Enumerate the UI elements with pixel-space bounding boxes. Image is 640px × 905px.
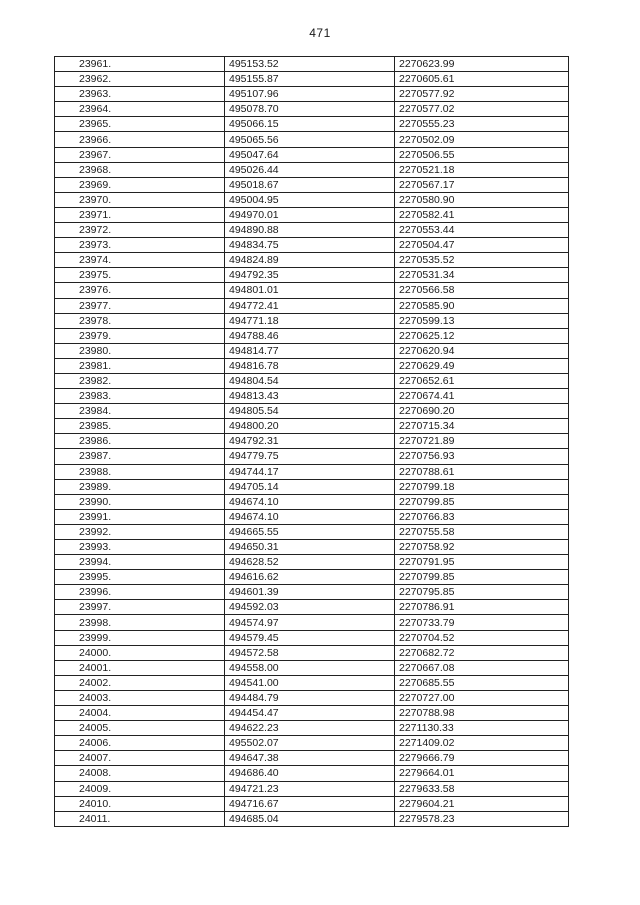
y-coordinate-cell: 2270555.23 [395, 117, 569, 132]
x-coordinate-cell: 494800.20 [225, 419, 395, 434]
y-coordinate-cell: 2270553.44 [395, 223, 569, 238]
x-coordinate-cell: 494650.31 [225, 540, 395, 555]
table-row [55, 238, 569, 253]
point-id-cell: 23980. [55, 343, 225, 358]
point-id-cell: 23993. [55, 540, 225, 555]
y-coordinate-cell: 2270580.90 [395, 192, 569, 207]
x-coordinate-cell: 494592.03 [225, 600, 395, 615]
x-coordinate-cell: 494801.01 [225, 283, 395, 298]
x-coordinate-cell: 494572.58 [225, 645, 395, 660]
point-id-cell: 24006. [55, 736, 225, 751]
point-id-cell: 23964. [55, 102, 225, 117]
y-coordinate-cell: 2270652.61 [395, 373, 569, 388]
x-coordinate-cell: 494705.14 [225, 479, 395, 494]
y-coordinate-cell: 2270620.94 [395, 343, 569, 358]
x-coordinate-cell: 494814.77 [225, 343, 395, 358]
x-coordinate-cell: 494744.17 [225, 464, 395, 479]
y-coordinate-cell: 2270506.55 [395, 147, 569, 162]
point-id-cell: 23969. [55, 177, 225, 192]
point-id-cell: 23996. [55, 585, 225, 600]
x-coordinate-cell: 494454.47 [225, 706, 395, 721]
y-coordinate-cell: 2270755.58 [395, 524, 569, 539]
table-row [55, 690, 569, 705]
point-id-cell: 23981. [55, 358, 225, 373]
y-coordinate-cell: 2270582.41 [395, 207, 569, 222]
y-coordinate-cell: 2270577.92 [395, 87, 569, 102]
y-coordinate-cell: 2279578.23 [395, 811, 569, 826]
table-row [55, 464, 569, 479]
x-coordinate-cell: 495155.87 [225, 72, 395, 87]
point-id-cell: 23999. [55, 630, 225, 645]
table-row [55, 615, 569, 630]
y-coordinate-cell: 2279666.79 [395, 751, 569, 766]
x-coordinate-cell: 494788.46 [225, 328, 395, 343]
table-row [55, 494, 569, 509]
point-id-cell: 23988. [55, 464, 225, 479]
x-coordinate-cell: 494484.79 [225, 690, 395, 705]
x-coordinate-cell: 494647.38 [225, 751, 395, 766]
x-coordinate-cell: 494805.54 [225, 404, 395, 419]
x-coordinate-cell: 494622.23 [225, 721, 395, 736]
point-id-cell: 23968. [55, 162, 225, 177]
coordinates-table [54, 56, 569, 827]
x-coordinate-cell: 495004.95 [225, 192, 395, 207]
y-coordinate-cell: 2270674.41 [395, 389, 569, 404]
table-row [55, 102, 569, 117]
y-coordinate-cell: 2270727.00 [395, 690, 569, 705]
y-coordinate-cell: 2270625.12 [395, 328, 569, 343]
table-row [55, 72, 569, 87]
table-row [55, 600, 569, 615]
table-row [55, 404, 569, 419]
point-id-cell: 24011. [55, 811, 225, 826]
y-coordinate-cell: 2270567.17 [395, 177, 569, 192]
x-coordinate-cell: 495065.56 [225, 132, 395, 147]
table-row [55, 751, 569, 766]
y-coordinate-cell: 2270758.92 [395, 540, 569, 555]
table-row [55, 540, 569, 555]
point-id-cell: 23983. [55, 389, 225, 404]
x-coordinate-cell: 494771.18 [225, 313, 395, 328]
point-id-cell: 24007. [55, 751, 225, 766]
table-row [55, 268, 569, 283]
table-row [55, 358, 569, 373]
point-id-cell: 23979. [55, 328, 225, 343]
table-row [55, 419, 569, 434]
point-id-cell: 24002. [55, 675, 225, 690]
table-row [55, 449, 569, 464]
table-row [55, 389, 569, 404]
table-row [55, 796, 569, 811]
y-coordinate-cell: 2270791.95 [395, 555, 569, 570]
y-coordinate-cell: 2270766.83 [395, 509, 569, 524]
table-row [55, 479, 569, 494]
x-coordinate-cell: 494674.10 [225, 494, 395, 509]
point-id-cell: 24004. [55, 706, 225, 721]
x-coordinate-cell: 495107.96 [225, 87, 395, 102]
x-coordinate-cell: 495018.67 [225, 177, 395, 192]
y-coordinate-cell: 2270799.18 [395, 479, 569, 494]
table-row [55, 434, 569, 449]
table-row [55, 298, 569, 313]
x-coordinate-cell: 494628.52 [225, 555, 395, 570]
point-id-cell: 24003. [55, 690, 225, 705]
x-coordinate-cell: 494816.78 [225, 358, 395, 373]
x-coordinate-cell: 494686.40 [225, 766, 395, 781]
y-coordinate-cell: 2270788.61 [395, 464, 569, 479]
table-row [55, 192, 569, 207]
x-coordinate-cell: 494716.67 [225, 796, 395, 811]
table-row [55, 706, 569, 721]
point-id-cell: 23967. [55, 147, 225, 162]
x-coordinate-cell: 494834.75 [225, 238, 395, 253]
point-id-cell: 23970. [55, 192, 225, 207]
point-id-cell: 23973. [55, 238, 225, 253]
point-id-cell: 23987. [55, 449, 225, 464]
x-coordinate-cell: 494813.43 [225, 389, 395, 404]
table-row [55, 524, 569, 539]
y-coordinate-cell: 2270733.79 [395, 615, 569, 630]
point-id-cell: 23972. [55, 223, 225, 238]
y-coordinate-cell: 2270799.85 [395, 570, 569, 585]
x-coordinate-cell: 494804.54 [225, 373, 395, 388]
x-coordinate-cell: 494558.00 [225, 660, 395, 675]
point-id-cell: 23995. [55, 570, 225, 585]
y-coordinate-cell: 2270756.93 [395, 449, 569, 464]
x-coordinate-cell: 494792.31 [225, 434, 395, 449]
point-id-cell: 24000. [55, 645, 225, 660]
y-coordinate-cell: 2279604.21 [395, 796, 569, 811]
table-row [55, 87, 569, 102]
y-coordinate-cell: 2271130.33 [395, 721, 569, 736]
point-id-cell: 23961. [55, 57, 225, 72]
table-row [55, 147, 569, 162]
y-coordinate-cell: 2270690.20 [395, 404, 569, 419]
table-row [55, 509, 569, 524]
y-coordinate-cell: 2270629.49 [395, 358, 569, 373]
y-coordinate-cell: 2270521.18 [395, 162, 569, 177]
y-coordinate-cell: 2270704.52 [395, 630, 569, 645]
table-row [55, 675, 569, 690]
y-coordinate-cell: 2271409.02 [395, 736, 569, 751]
y-coordinate-cell: 2270786.91 [395, 600, 569, 615]
table-row [55, 328, 569, 343]
point-id-cell: 23998. [55, 615, 225, 630]
y-coordinate-cell: 2270585.90 [395, 298, 569, 313]
x-coordinate-cell: 494674.10 [225, 509, 395, 524]
table-row [55, 766, 569, 781]
x-coordinate-cell: 494824.89 [225, 253, 395, 268]
table-row [55, 811, 569, 826]
table-row [55, 570, 569, 585]
y-coordinate-cell: 2270667.08 [395, 660, 569, 675]
table-row [55, 660, 569, 675]
x-coordinate-cell: 495047.64 [225, 147, 395, 162]
table-row [55, 223, 569, 238]
point-id-cell: 23992. [55, 524, 225, 539]
x-coordinate-cell: 494665.55 [225, 524, 395, 539]
y-coordinate-cell: 2270605.61 [395, 72, 569, 87]
x-coordinate-cell: 494601.39 [225, 585, 395, 600]
y-coordinate-cell: 2270799.85 [395, 494, 569, 509]
point-id-cell: 23974. [55, 253, 225, 268]
x-coordinate-cell: 494574.97 [225, 615, 395, 630]
y-coordinate-cell: 2270535.52 [395, 253, 569, 268]
x-coordinate-cell: 494779.75 [225, 449, 395, 464]
x-coordinate-cell: 494541.00 [225, 675, 395, 690]
y-coordinate-cell: 2279633.58 [395, 781, 569, 796]
point-id-cell: 23978. [55, 313, 225, 328]
point-id-cell: 23982. [55, 373, 225, 388]
x-coordinate-cell: 495078.70 [225, 102, 395, 117]
x-coordinate-cell: 494772.41 [225, 298, 395, 313]
point-id-cell: 23985. [55, 419, 225, 434]
table-row [55, 253, 569, 268]
point-id-cell: 23990. [55, 494, 225, 509]
x-coordinate-cell: 495502.07 [225, 736, 395, 751]
y-coordinate-cell: 2270566.58 [395, 283, 569, 298]
table-row [55, 132, 569, 147]
y-coordinate-cell: 2279664.01 [395, 766, 569, 781]
table-row [55, 721, 569, 736]
table-row [55, 781, 569, 796]
table-row [55, 313, 569, 328]
table-row [55, 585, 569, 600]
table-row [55, 343, 569, 358]
point-id-cell: 23989. [55, 479, 225, 494]
point-id-cell: 23962. [55, 72, 225, 87]
x-coordinate-cell: 494685.04 [225, 811, 395, 826]
table-row [55, 555, 569, 570]
point-id-cell: 23994. [55, 555, 225, 570]
x-coordinate-cell: 494579.45 [225, 630, 395, 645]
point-id-cell: 23986. [55, 434, 225, 449]
y-coordinate-cell: 2270531.34 [395, 268, 569, 283]
point-id-cell: 23971. [55, 207, 225, 222]
y-coordinate-cell: 2270715.34 [395, 419, 569, 434]
y-coordinate-cell: 2270502.09 [395, 132, 569, 147]
point-id-cell: 23965. [55, 117, 225, 132]
point-id-cell: 23976. [55, 283, 225, 298]
x-coordinate-cell: 494721.23 [225, 781, 395, 796]
y-coordinate-cell: 2270788.98 [395, 706, 569, 721]
table-row [55, 177, 569, 192]
point-id-cell: 23977. [55, 298, 225, 313]
y-coordinate-cell: 2270721.89 [395, 434, 569, 449]
x-coordinate-cell: 495153.52 [225, 57, 395, 72]
point-id-cell: 23984. [55, 404, 225, 419]
point-id-cell: 23997. [55, 600, 225, 615]
y-coordinate-cell: 2270682.72 [395, 645, 569, 660]
x-coordinate-cell: 494792.35 [225, 268, 395, 283]
point-id-cell: 24008. [55, 766, 225, 781]
y-coordinate-cell: 2270795.85 [395, 585, 569, 600]
x-coordinate-cell: 494890.88 [225, 223, 395, 238]
table-row [55, 162, 569, 177]
point-id-cell: 23975. [55, 268, 225, 283]
table-row [55, 57, 569, 72]
y-coordinate-cell: 2270685.55 [395, 675, 569, 690]
table-row [55, 207, 569, 222]
table-row [55, 373, 569, 388]
x-coordinate-cell: 495066.15 [225, 117, 395, 132]
y-coordinate-cell: 2270577.02 [395, 102, 569, 117]
table-body [55, 57, 569, 827]
x-coordinate-cell: 494970.01 [225, 207, 395, 222]
point-id-cell: 24009. [55, 781, 225, 796]
table-row [55, 630, 569, 645]
x-coordinate-cell: 495026.44 [225, 162, 395, 177]
point-id-cell: 23963. [55, 87, 225, 102]
table-row [55, 645, 569, 660]
point-id-cell: 24010. [55, 796, 225, 811]
y-coordinate-cell: 2270623.99 [395, 57, 569, 72]
y-coordinate-cell: 2270504.47 [395, 238, 569, 253]
table-row [55, 736, 569, 751]
y-coordinate-cell: 2270599.13 [395, 313, 569, 328]
page-number: 471 [309, 26, 331, 40]
point-id-cell: 23966. [55, 132, 225, 147]
x-coordinate-cell: 494616.62 [225, 570, 395, 585]
table-row [55, 283, 569, 298]
point-id-cell: 24005. [55, 721, 225, 736]
point-id-cell: 24001. [55, 660, 225, 675]
table-row [55, 117, 569, 132]
point-id-cell: 23991. [55, 509, 225, 524]
